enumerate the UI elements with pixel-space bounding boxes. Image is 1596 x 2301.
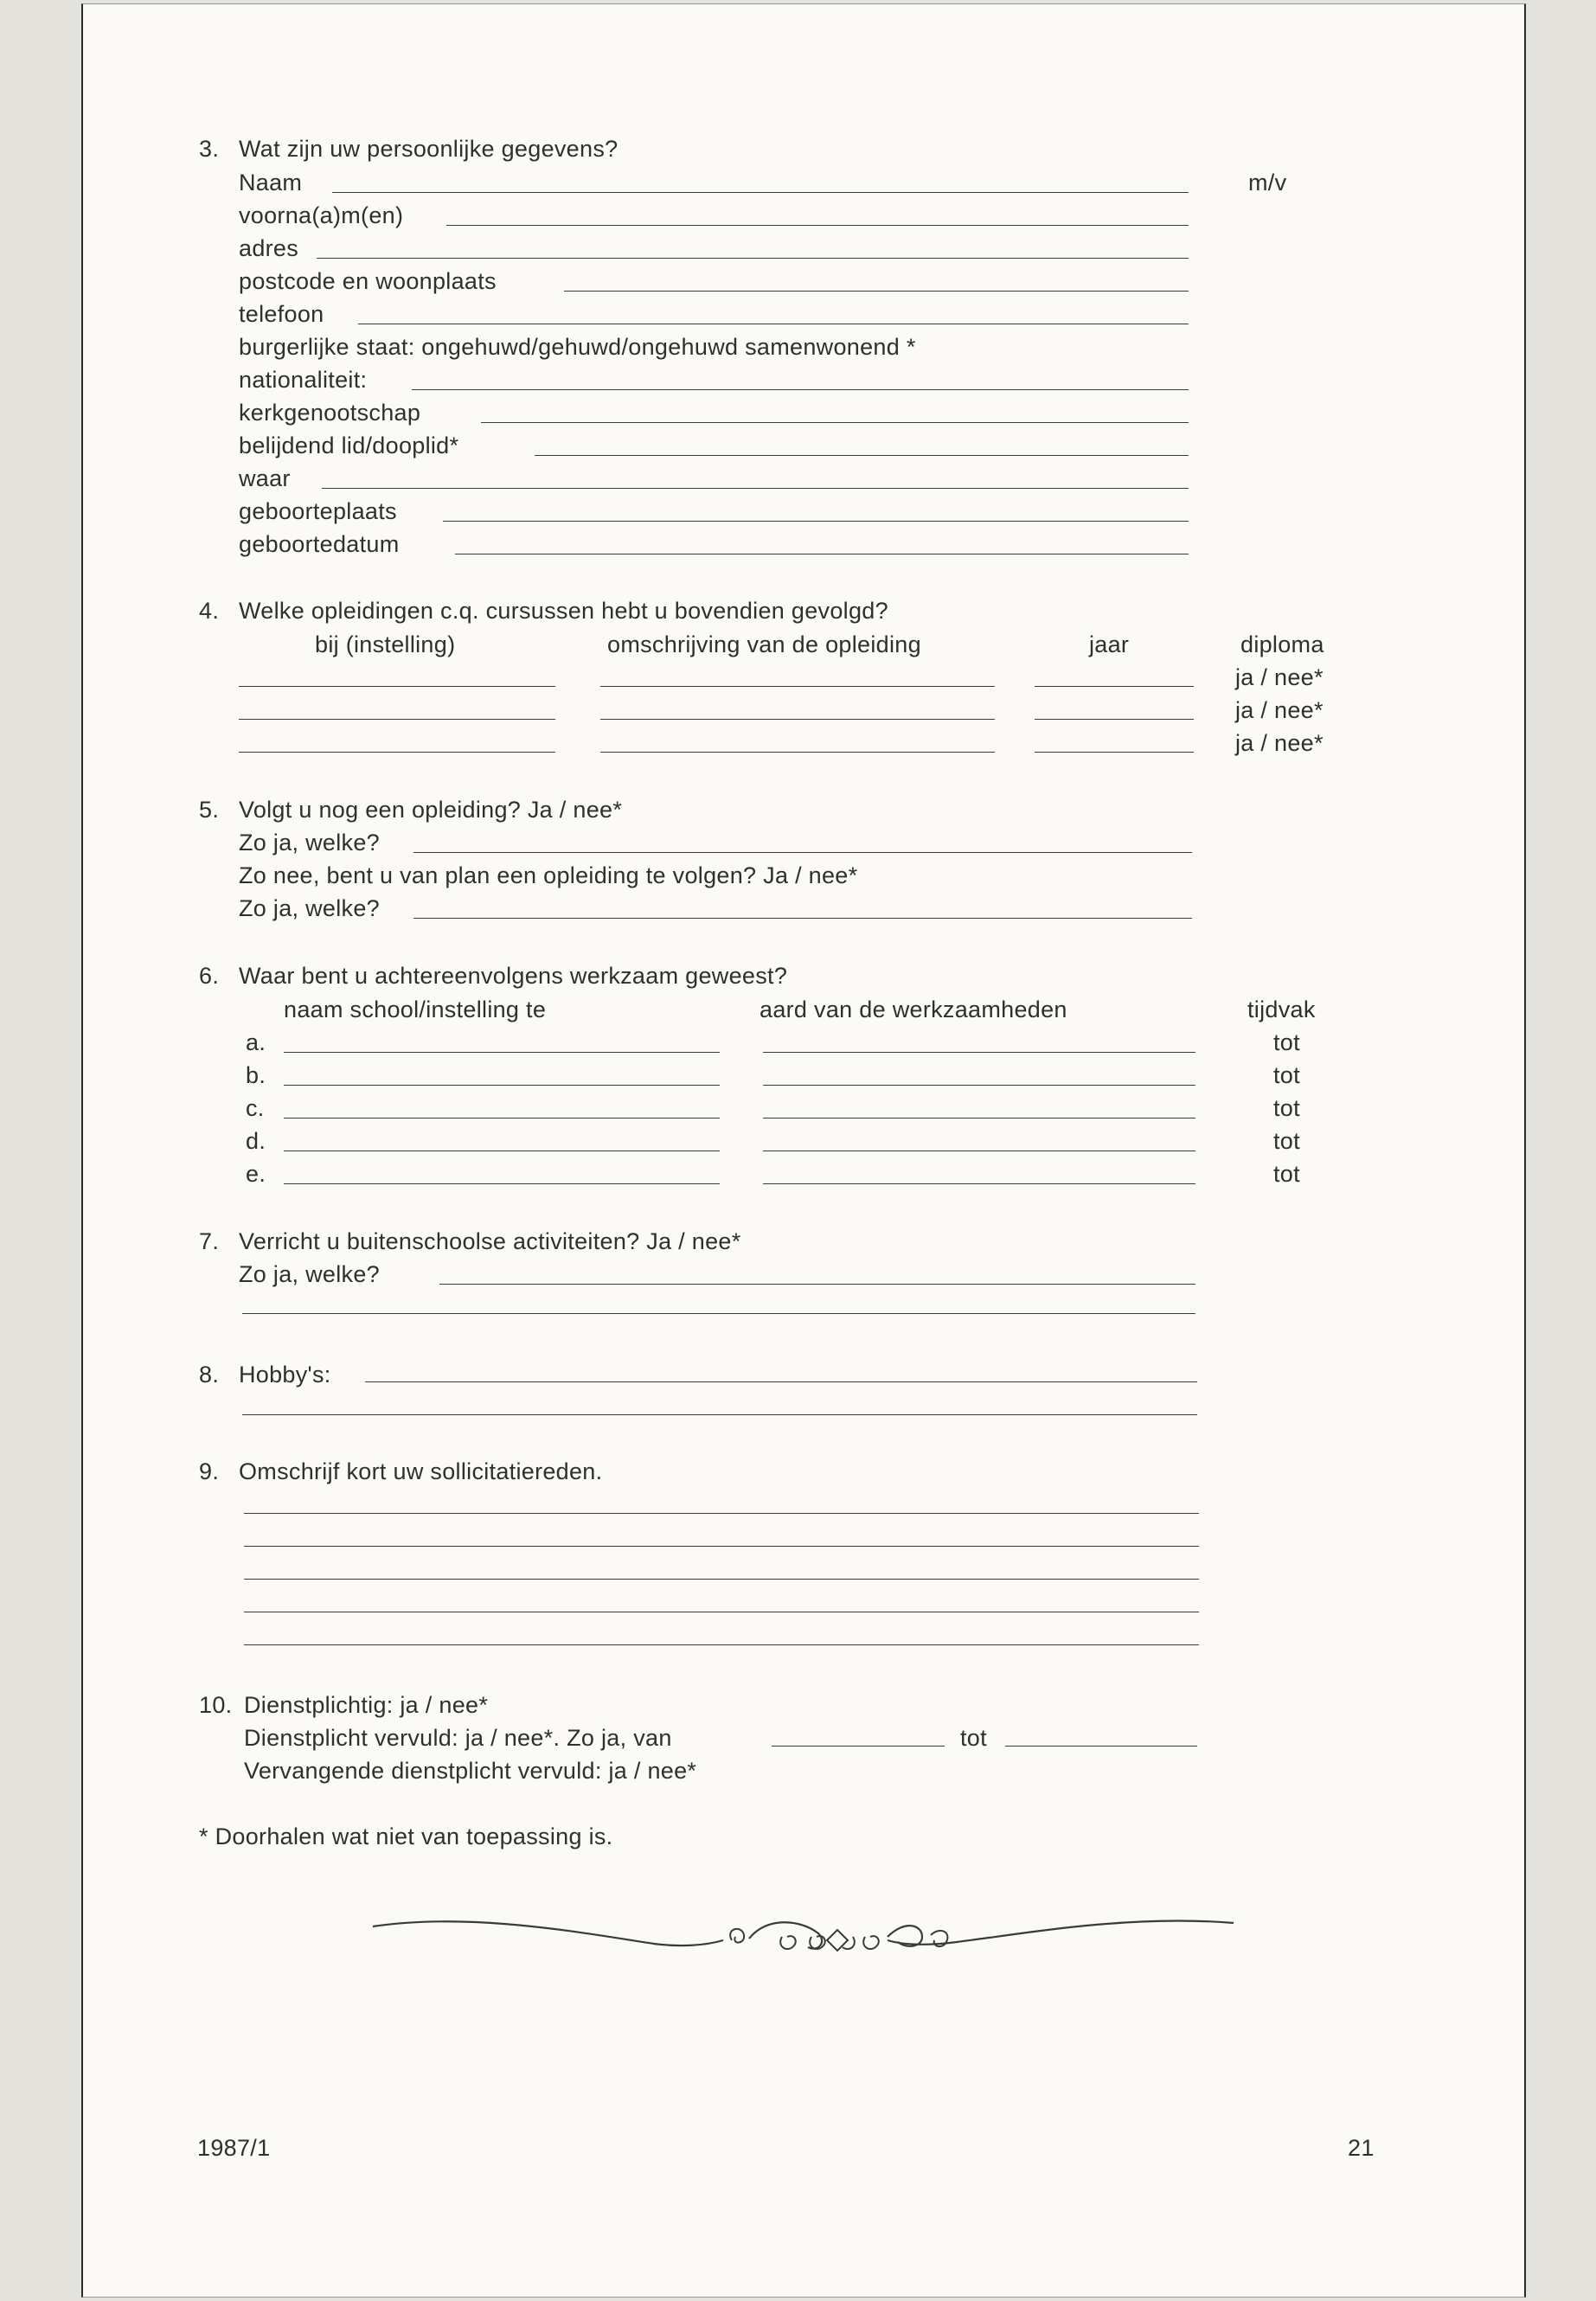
q9-line-1[interactable] — [244, 1513, 1199, 1514]
q6-row-b-naam-line[interactable] — [284, 1085, 720, 1086]
q6-number: 6. — [199, 963, 220, 989]
q8-number: 8. — [199, 1362, 220, 1388]
q5-line-1[interactable] — [413, 852, 1192, 853]
q5-sub-zo-nee: Zo nee, bent u van plan een opleiding te volgen? Ja / nee* — [239, 862, 858, 888]
gender-label: m/v — [1248, 170, 1287, 195]
q10-line-vervuld: Dienstplicht vervuld: ja / nee*. Zo ja, van — [244, 1725, 672, 1751]
q8-label: Hobby's: — [239, 1362, 331, 1388]
field-line-naam[interactable] — [332, 192, 1189, 193]
q6-header-tijdvak: tijdvak — [1247, 997, 1316, 1022]
field-label-nationaliteit: nationaliteit: — [239, 367, 368, 393]
q4-row2-jaar-line[interactable] — [1035, 719, 1194, 720]
q4-row3-instelling-line[interactable] — [239, 752, 555, 753]
q10-van-line[interactable] — [772, 1746, 945, 1747]
q4-number: 4. — [199, 598, 220, 624]
q8-line-1[interactable] — [365, 1381, 1197, 1382]
field-label-waar: waar — [239, 465, 291, 491]
field-line-geboorteplaats[interactable] — [443, 521, 1189, 522]
field-line-nationaliteit[interactable] — [412, 389, 1189, 390]
field-line-kerkgenootschap[interactable] — [481, 422, 1189, 423]
q6-row-a-tot: tot — [1273, 1029, 1300, 1055]
q4-row2-omschrijving-line[interactable] — [600, 719, 995, 720]
q4-row3-omschrijving-line[interactable] — [600, 752, 995, 753]
q5-number: 5. — [199, 797, 220, 823]
q4-question: Welke opleidingen c.q. cursussen hebt u bovendien gevolgd? — [239, 598, 888, 624]
field-label-adres: adres — [239, 235, 299, 261]
q7-number: 7. — [199, 1228, 220, 1254]
field-label-geboortedatum: geboortedatum — [239, 531, 400, 557]
field-label-voornamen: voorna(a)m(en) — [239, 202, 404, 228]
field-label-postcode-woonplaats: postcode en woonplaats — [239, 268, 497, 294]
q5-line-2[interactable] — [413, 918, 1192, 919]
q10-line-vervangende: Vervangende dienstplicht vervuld: ja / nee* — [244, 1758, 697, 1784]
field-line-lidmaatschap[interactable] — [535, 455, 1189, 456]
q9-line-5[interactable] — [244, 1644, 1199, 1645]
q6-question: Waar bent u achtereenvolgens werkzaam geweest? — [239, 963, 788, 989]
form-page — [81, 3, 1526, 2298]
q4-header-diploma: diploma — [1240, 631, 1324, 657]
q4-row1-diploma[interactable]: ja / nee* — [1235, 664, 1324, 690]
flourish-ornament-icon — [369, 1907, 1234, 1985]
q9-line-2[interactable] — [244, 1546, 1199, 1547]
q5-sub-zo-ja-2: Zo ja, welke? — [239, 895, 380, 921]
q4-header-jaar: jaar — [1089, 631, 1130, 657]
q10-number: 10. — [199, 1692, 233, 1718]
field-line-postcode-woonplaats[interactable] — [564, 291, 1189, 292]
q7-question: Verricht u buitenschoolse activiteiten? Ja / nee* — [239, 1228, 741, 1254]
q7-sub-zo-ja: Zo ja, welke? — [239, 1261, 380, 1287]
q7-line-2[interactable] — [242, 1313, 1195, 1314]
field-line-voornamen[interactable] — [446, 225, 1189, 226]
q5-sub-zo-ja-1: Zo ja, welke? — [239, 830, 380, 856]
q6-row-d-aard-line[interactable] — [763, 1150, 1195, 1151]
q6-row-b-tot: tot — [1273, 1062, 1300, 1088]
q4-row2-instelling-line[interactable] — [239, 719, 555, 720]
q6-row-e-label: e. — [246, 1161, 266, 1187]
q6-row-c-label: c. — [246, 1095, 265, 1121]
q4-row1-jaar-line[interactable] — [1035, 686, 1194, 687]
q6-row-e-aard-line[interactable] — [763, 1183, 1195, 1184]
page-number: 21 — [1348, 2135, 1375, 2161]
q4-row1-omschrijving-line[interactable] — [600, 686, 995, 687]
q6-row-a-aard-line[interactable] — [763, 1052, 1195, 1053]
q8-line-2[interactable] — [242, 1414, 1197, 1415]
q6-row-e-tot: tot — [1273, 1161, 1300, 1187]
q6-row-c-tot: tot — [1273, 1095, 1300, 1121]
q4-row3-jaar-line[interactable] — [1035, 752, 1194, 753]
q10-tot-label: tot — [960, 1725, 987, 1751]
q6-header-aard: aard van de werkzaamheden — [760, 997, 1067, 1022]
q6-row-b-aard-line[interactable] — [763, 1085, 1195, 1086]
q4-row1-instelling-line[interactable] — [239, 686, 555, 687]
q6-row-d-tot: tot — [1273, 1128, 1300, 1154]
q5-question: Volgt u nog een opleiding? Ja / nee* — [239, 797, 623, 823]
field-label-burgerlijke-staat: burgerlijke staat: ongehuwd/gehuwd/ongehuwd samenwonend * — [239, 334, 916, 360]
q9-number: 9. — [199, 1458, 220, 1484]
q3-number: 3. — [199, 136, 220, 162]
q9-line-3[interactable] — [244, 1579, 1199, 1580]
q9-question: Omschrijf kort uw sollicitatiereden. — [239, 1458, 603, 1484]
field-label-geboorteplaats: geboorteplaats — [239, 498, 397, 524]
q4-row3-diploma[interactable]: ja / nee* — [1235, 730, 1324, 756]
q7-line-1[interactable] — [439, 1284, 1195, 1285]
q10-line-dienstplichtig: Dienstplichtig: ja / nee* — [244, 1692, 489, 1718]
q6-header-naam: naam school/instelling te — [284, 997, 547, 1022]
q4-header-instelling: bij (instelling) — [315, 631, 456, 657]
q4-header-omschrijving: omschrijving van de opleiding — [607, 631, 921, 657]
q6-row-a-label: a. — [246, 1029, 266, 1055]
edition-label: 1987/1 — [197, 2135, 271, 2161]
field-line-adres[interactable] — [317, 258, 1189, 259]
field-label-kerkgenootschap: kerkgenootschap — [239, 400, 421, 426]
q6-row-d-label: d. — [246, 1128, 266, 1154]
q6-row-d-naam-line[interactable] — [284, 1150, 720, 1151]
q6-row-b-label: b. — [246, 1062, 266, 1088]
field-label-naam: Naam — [239, 170, 303, 195]
footnote: * Doorhalen wat niet van toepassing is. — [199, 1823, 613, 1849]
q3-question: Wat zijn uw persoonlijke gegevens? — [239, 136, 619, 162]
q4-row2-diploma[interactable]: ja / nee* — [1235, 697, 1324, 723]
field-label-telefoon: telefoon — [239, 301, 324, 327]
field-label-lidmaatschap: belijdend lid/dooplid* — [239, 433, 459, 458]
q6-row-e-naam-line[interactable] — [284, 1183, 720, 1184]
field-line-waar[interactable] — [322, 488, 1189, 489]
q6-row-a-naam-line[interactable] — [284, 1052, 720, 1053]
q10-tot-line[interactable] — [1005, 1746, 1197, 1747]
